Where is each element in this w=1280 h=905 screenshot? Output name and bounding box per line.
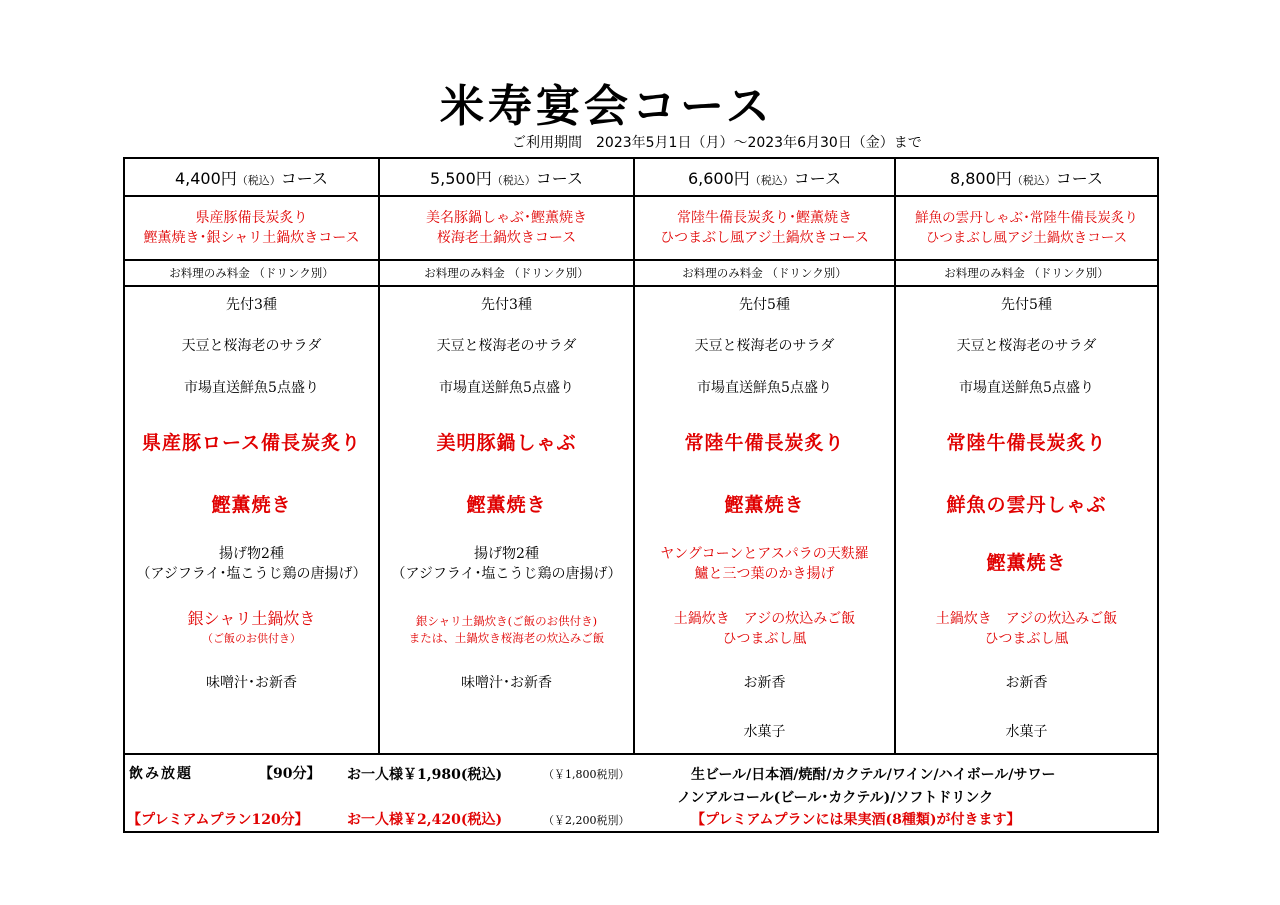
menu-item: 味噌汁･お新香 <box>206 675 297 691</box>
menu-item-highlight: 鰹薫焼き <box>986 552 1067 574</box>
course-price-4 <box>895 158 1158 196</box>
menu-item-highlight: 常陸牛備長炭炙り <box>684 432 845 454</box>
menu-item: 先付5種 <box>739 297 790 313</box>
menu-item: 先付5種 <box>1001 297 1052 313</box>
menu-item: （アジフライ･塩こうじ鶏の唐揚げ） <box>136 566 367 582</box>
drinks-list-line2: ノンアルコール(ビール･カクテル)/ソフトドリンク <box>677 790 994 806</box>
menu-item: 揚げ物2種 <box>474 546 539 562</box>
menu-item-highlight: 鱸と三つ葉のかき揚げ <box>694 566 835 582</box>
menu-item: 天豆と桜海老のサラダ <box>436 338 577 354</box>
menu-item-highlight: 鰹薫焼き <box>724 494 805 516</box>
menu-item-highlight: 常陸牛備長炭炙り <box>946 432 1107 454</box>
price-note: お料理のみ料金 （ドリンク別） <box>895 260 1158 286</box>
menu-item: 市場直送鮮魚5点盛り <box>697 380 832 396</box>
course-items-2 <box>379 286 634 754</box>
menu-item: 水菓子 <box>1005 724 1048 740</box>
drinks-section <box>124 754 1158 832</box>
course-table <box>123 157 1159 833</box>
note-row <box>124 260 1158 286</box>
course-name-line: 美名豚鍋しゃぶ･鰹薫焼き <box>426 210 587 226</box>
menu-item: 天豆と桜海老のサラダ <box>694 338 835 354</box>
course-name-3 <box>634 196 895 260</box>
price-note: お料理のみ料金 （ドリンク別） <box>379 260 634 286</box>
menu-item-highlight: 鰹薫焼き <box>211 494 292 516</box>
course-name-4 <box>895 196 1158 260</box>
price-value: 5,500円 <box>429 168 492 188</box>
menu-item: 先付3種 <box>481 297 532 313</box>
course-name-line: 県産豚備長炭炙り <box>195 210 308 226</box>
menu-item-highlight: 土鍋炊き アジの炊込みご飯 <box>935 611 1118 627</box>
course-items-1 <box>124 286 379 754</box>
menu-item-sub: （ご飯のお供付き） <box>202 632 301 645</box>
course-name-2 <box>379 196 634 260</box>
excl-tax-text: （￥1,800税別） <box>543 768 630 781</box>
price-value: 4,400円 <box>174 168 237 188</box>
menu-item: 市場直送鮮魚5点盛り <box>184 380 319 396</box>
drinks-list-line1: 生ビール/日本酒/焼酎/カクテル/ワイン/ハイボール/サワー <box>691 767 1056 783</box>
usage-period: ご利用期間 2023年5月1日（月）～2023年6月30日（金）まで <box>512 135 922 151</box>
drinks-label: 飲み放題 <box>129 766 193 782</box>
course-price-3 <box>634 158 895 196</box>
menu-item: （アジフライ･塩こうじ鶏の唐揚げ） <box>391 566 622 582</box>
price-row <box>124 158 1158 196</box>
price-value: 6,600円 <box>687 168 750 188</box>
menu-item-sub: または、土鍋炊き桜海老の炊込みご飯 <box>408 631 605 645</box>
items-row <box>124 286 1158 754</box>
premium-plan-label: 【プレミアムプラン120分】 <box>127 812 309 828</box>
course-price-2 <box>379 158 634 196</box>
tax-label: （税込） <box>491 173 536 187</box>
drinks-standard-excl <box>543 766 630 782</box>
course-suffix: コース <box>280 168 328 188</box>
menu-item-highlight: ひつまぶし風 <box>984 631 1069 647</box>
course-suffix: コース <box>535 168 583 188</box>
course-suffix: コース <box>1055 168 1103 188</box>
menu-item: 天豆と桜海老のサラダ <box>181 338 322 354</box>
menu-item-sub: 銀シャリ土鍋炊き(ご飯のお供付き) <box>415 614 598 628</box>
menu-item: 市場直送鮮魚5点盛り <box>439 380 574 396</box>
menu-item: 先付3種 <box>226 297 277 313</box>
premium-plan-note: 【プレミアムプランには果実酒(8種類)が付きます】 <box>691 812 1021 828</box>
course-name-line: ひつまぶし風アジ土鍋炊きコース <box>660 230 869 246</box>
course-name-1 <box>124 196 379 260</box>
course-name-line: ひつまぶし風アジ土鍋炊きコース <box>925 230 1128 246</box>
course-name-line: 常陸牛備長炭炙り･鰹薫焼き <box>677 210 852 226</box>
price-note: お料理のみ料金 （ドリンク別） <box>124 260 379 286</box>
course-name-line: 桜海老土鍋炊きコース <box>436 230 577 246</box>
menu-item-highlight: 美明豚鍋しゃぶ <box>436 432 577 454</box>
premium-plan-price: お一人様￥2,420(税込) <box>347 812 503 828</box>
drinks-standard-price: お一人様￥1,980(税込) <box>347 767 503 783</box>
course-items-3 <box>634 286 895 754</box>
menu-item: 揚げ物2種 <box>219 546 284 562</box>
menu-item: 水菓子 <box>743 724 786 740</box>
menu-item-highlight: 鮮魚の雲丹しゃぶ <box>946 494 1107 516</box>
menu-item: お新香 <box>743 675 786 691</box>
tax-label: （税込） <box>236 173 281 187</box>
drinks-row <box>124 754 1158 832</box>
excl-tax-text: （￥2,200税別） <box>543 814 630 827</box>
course-price-1 <box>124 158 379 196</box>
tax-label: （税込） <box>1011 173 1056 187</box>
menu-item: 市場直送鮮魚5点盛り <box>959 380 1094 396</box>
menu-item: お新香 <box>1005 675 1048 691</box>
menu-item: 味噌汁･お新香 <box>461 675 552 691</box>
page-title: 米寿宴会コース <box>440 81 774 132</box>
menu-item-highlight: 銀シャリ土鍋炊き <box>187 609 316 628</box>
tax-label: （税込） <box>749 173 794 187</box>
course-name-line: 鮮魚の雲丹しゃぶ･常陸牛備長炭炙り <box>915 210 1138 226</box>
course-name-row <box>124 196 1158 260</box>
course-items-4 <box>895 286 1158 754</box>
menu-item-highlight: ひつまぶし風 <box>722 631 807 647</box>
menu-item-highlight: 県産豚ロース備長炭炙り <box>141 432 362 454</box>
course-name-line: 鰹薫焼き･銀シャリ土鍋炊きコース <box>143 230 360 246</box>
menu-item: 天豆と桜海老のサラダ <box>956 338 1097 354</box>
price-value: 8,800円 <box>949 168 1012 188</box>
premium-plan-excl <box>543 812 630 828</box>
drinks-standard-time: 【90分】 <box>259 766 321 782</box>
menu-item-highlight: 鰹薫焼き <box>466 494 547 516</box>
price-note: お料理のみ料金 （ドリンク別） <box>634 260 895 286</box>
course-suffix: コース <box>793 168 841 188</box>
menu-item-highlight: 土鍋炊き アジの炊込みご飯 <box>673 611 856 627</box>
menu-item-highlight: ヤングコーンとアスパラの天麩羅 <box>660 546 869 562</box>
